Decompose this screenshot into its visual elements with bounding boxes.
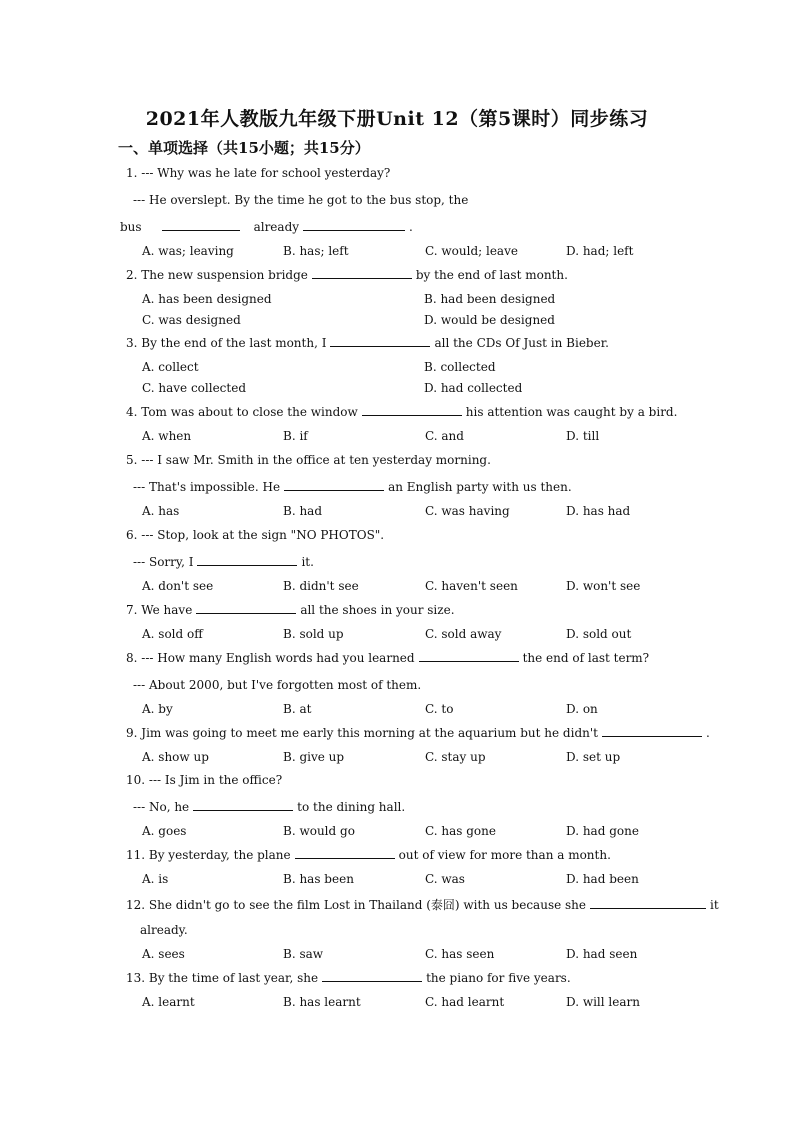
answer-blank[interactable] <box>312 268 412 279</box>
answer-blank[interactable] <box>322 971 422 982</box>
question-3-option-c[interactable]: C. have collected <box>142 381 247 395</box>
question-8-stem: 8. --- How many English words had you learned the end of last term? <box>126 651 650 665</box>
question-3-option-b[interactable]: B. collected <box>424 360 496 374</box>
question-11-option-c[interactable]: C. was <box>425 872 465 886</box>
question-13-option-b[interactable]: B. has learnt <box>283 995 361 1009</box>
page-title: 2021年人教版九年级下册Unit 12（第5课时）同步练习 <box>145 108 649 130</box>
question-7-option-c[interactable]: C. sold away <box>425 627 502 641</box>
question-13-stem: 13. By the time of last year, she the piano for five years. <box>126 971 571 985</box>
question-9-option-c[interactable]: C. stay up <box>425 750 486 764</box>
question-8-option-a[interactable]: A. by <box>142 702 173 716</box>
question-3-option-d[interactable]: D. had collected <box>424 381 523 395</box>
question-11-option-b[interactable]: B. has been <box>283 872 354 886</box>
answer-blank[interactable] <box>197 555 297 566</box>
answer-blank[interactable] <box>590 898 706 909</box>
answer-blank[interactable] <box>196 603 296 614</box>
question-2-option-c[interactable]: C. was designed <box>142 313 241 327</box>
question-10-answer-line: --- No, he to the dining hall. <box>133 800 406 814</box>
question-10-option-b[interactable]: B. would go <box>283 824 355 838</box>
answer-blank[interactable] <box>284 480 384 491</box>
question-8-option-b[interactable]: B. at <box>283 702 312 716</box>
question-5-answer-line: --- That's impossible. He an English party with us then. <box>133 480 572 494</box>
question-10-option-d[interactable]: D. had gone <box>566 824 639 838</box>
question-1-option-c[interactable]: C. would; leave <box>425 244 518 258</box>
question-6-option-d[interactable]: D. won't see <box>566 579 641 593</box>
question-2-option-d[interactable]: D. would be designed <box>424 313 555 327</box>
question-9-option-a[interactable]: A. show up <box>142 750 209 764</box>
question-4-option-c[interactable]: C. and <box>425 429 464 443</box>
answer-blank[interactable] <box>602 726 702 737</box>
question-2-option-a[interactable]: A. has been designed <box>142 292 272 306</box>
question-1-blank-line: bus already . <box>120 220 413 234</box>
question-6-option-a[interactable]: A. don't see <box>142 579 214 593</box>
question-13-option-d[interactable]: D. will learn <box>566 995 640 1009</box>
question-6-option-b[interactable]: B. didn't see <box>283 579 359 593</box>
question-6-stem: 6. --- Stop, look at the sign "NO PHOTOS". <box>126 528 385 542</box>
question-4-option-a[interactable]: A. when <box>142 429 192 443</box>
question-9-option-d[interactable]: D. set up <box>566 750 621 764</box>
question-5-option-b[interactable]: B. had <box>283 504 323 518</box>
question-8-answer-line: --- About 2000, but I've forgotten most of them. <box>133 678 422 692</box>
question-13-option-c[interactable]: C. had learnt <box>425 995 505 1009</box>
question-11-stem: 11. By yesterday, the plane out of view for more than a month. <box>126 848 611 862</box>
question-5-stem: 5. --- I saw Mr. Smith in the office at ten yesterday morning. <box>126 453 491 467</box>
question-13-option-a[interactable]: A. learnt <box>142 995 195 1009</box>
question-3-stem: 3. By the end of the last month, I all the CDs Of Just in Bieber. <box>126 336 609 350</box>
question-9-option-b[interactable]: B. give up <box>283 750 345 764</box>
question-5-option-c[interactable]: C. was having <box>425 504 510 518</box>
question-10-stem: 10. --- Is Jim in the office? <box>126 773 283 787</box>
question-12-stem: 12. She didn't go to see the film Lost in Thailand (泰囧) with us because she it <box>126 898 719 912</box>
question-12-option-b[interactable]: B. saw <box>283 947 324 961</box>
question-6-answer-line: --- Sorry, I it. <box>133 555 314 569</box>
question-1-stem: 1. --- Why was he late for school yesterday? <box>126 166 391 180</box>
question-5-option-d[interactable]: D. has had <box>566 504 631 518</box>
question-11-option-d[interactable]: D. had been <box>566 872 639 886</box>
answer-blank[interactable] <box>295 848 395 859</box>
answer-blank[interactable] <box>419 651 519 662</box>
answer-blank[interactable] <box>193 800 293 811</box>
question-1-option-b[interactable]: B. has; left <box>283 244 349 258</box>
question-5-option-a[interactable]: A. has <box>142 504 180 518</box>
question-7-option-a[interactable]: A. sold off <box>142 627 203 641</box>
question-12-option-d[interactable]: D. had seen <box>566 947 638 961</box>
question-3-option-a[interactable]: A. collect <box>142 360 199 374</box>
question-4-option-b[interactable]: B. if <box>283 429 308 443</box>
question-6-option-c[interactable]: C. haven't seen <box>425 579 518 593</box>
section-heading: 一、单项选择（共15小题；共15分） <box>118 139 370 157</box>
answer-blank[interactable] <box>362 405 462 416</box>
question-10-option-c[interactable]: C. has gone <box>425 824 496 838</box>
question-7-stem: 7. We have all the shoes in your size. <box>126 603 455 617</box>
question-1-option-d[interactable]: D. had; left <box>566 244 634 258</box>
question-8-option-d[interactable]: D. on <box>566 702 598 716</box>
question-7-option-d[interactable]: D. sold out <box>566 627 632 641</box>
answer-blank[interactable] <box>162 220 240 231</box>
question-12-option-a[interactable]: A. sees <box>142 947 185 961</box>
question-4-option-d[interactable]: D. till <box>566 429 600 443</box>
question-9-stem: 9. Jim was going to meet me early this morning at the aquarium but he didn't . <box>126 726 710 740</box>
question-12-stem-continued: already. <box>140 923 188 937</box>
question-2-stem: 2. The new suspension bridge by the end of last month. <box>126 268 568 282</box>
question-2-option-b[interactable]: B. had been designed <box>424 292 556 306</box>
question-8-option-c[interactable]: C. to <box>425 702 454 716</box>
question-12-option-c[interactable]: C. has seen <box>425 947 495 961</box>
question-10-option-a[interactable]: A. goes <box>142 824 187 838</box>
question-4-stem: 4. Tom was about to close the window his attention was caught by a bird. <box>126 405 678 419</box>
question-11-option-a[interactable]: A. is <box>142 872 169 886</box>
answer-blank[interactable] <box>330 336 430 347</box>
question-1-option-a[interactable]: A. was; leaving <box>142 244 234 258</box>
answer-blank[interactable] <box>303 220 405 231</box>
question-1-answer-line: --- He overslept. By the time he got to the bus stop, the <box>133 193 469 207</box>
question-7-option-b[interactable]: B. sold up <box>283 627 344 641</box>
